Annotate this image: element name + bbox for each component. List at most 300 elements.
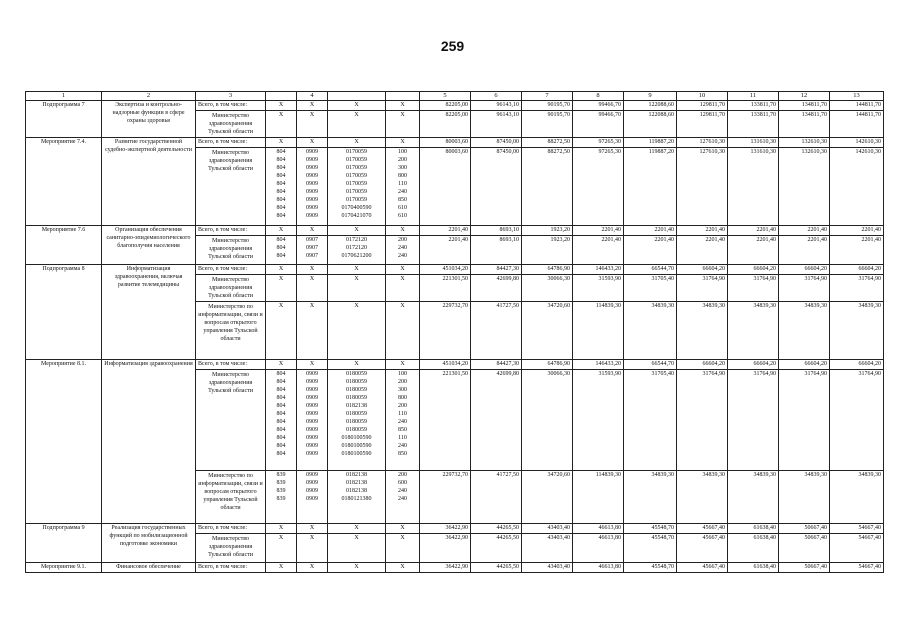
amount-cell: 34839,30 <box>728 471 779 524</box>
amount-cell: 31593,90 <box>573 370 624 471</box>
program-kind: Мероприятие 9.1. <box>26 563 102 573</box>
department-label <box>196 111 266 138</box>
amount-cell: 90195,70 <box>522 101 573 111</box>
budget-code: X <box>278 102 284 108</box>
budget-code: 0180059 <box>346 371 367 377</box>
amount-cell: 2201,40 <box>573 226 624 236</box>
budget-code: 0180059 <box>346 411 367 417</box>
budget-code: 0909 <box>306 181 318 187</box>
row-label-text: Всего, в том числе: <box>198 102 247 108</box>
amount-cell: 88272,50 <box>522 138 573 148</box>
amount-cell: 66604,20 <box>830 360 884 370</box>
budget-code-cell <box>386 138 420 148</box>
amount-cell: 8693,10 <box>471 226 522 236</box>
budget-code-cell <box>297 524 328 534</box>
budget-code: 0909 <box>306 480 318 486</box>
amount-cell: 54667,40 <box>830 534 884 563</box>
budget-code: 804 <box>276 411 286 417</box>
amount-cell: 66604,20 <box>830 265 884 275</box>
amount-cell: 451034,20 <box>420 360 471 370</box>
department-label <box>196 302 266 360</box>
budget-code: 804 <box>276 371 286 377</box>
budget-code: 839 <box>276 480 286 486</box>
amount-cell: 2201,40 <box>728 236 779 265</box>
amount-cell: 36422,90 <box>420 534 471 563</box>
budget-code: 0182138 <box>346 480 367 486</box>
row-label-text: Министерство по информатизации, связи и вопросам открытого управления Тульской области <box>198 473 263 511</box>
amount-cell: 34839,30 <box>677 471 728 524</box>
budget-code-cell <box>328 524 386 534</box>
budget-code-cell <box>386 524 420 534</box>
amount-cell: 66544,70 <box>624 360 677 370</box>
budget-code: X <box>278 535 284 541</box>
budget-code: 0907 <box>306 253 318 259</box>
budget-code-cell <box>266 302 297 360</box>
budget-code: 0909 <box>306 435 318 441</box>
budget-code: 0909 <box>306 496 318 502</box>
budget-code: 0180100590 <box>341 435 372 441</box>
row-label-text: Министерство здравоохранения Тульской области <box>208 113 253 135</box>
budget-code-cell <box>266 471 297 524</box>
amount-cell: 64786,90 <box>522 360 573 370</box>
amount-cell: 129811,70 <box>677 111 728 138</box>
total-label <box>196 138 266 148</box>
budget-code-cell <box>266 370 297 471</box>
amount-cell: 8693,10 <box>471 236 522 265</box>
budget-code: 0170059 <box>346 165 367 171</box>
row-label-text: Министерство здравоохранения Тульской области <box>208 238 253 260</box>
budget-code: 850 <box>398 197 407 203</box>
budget-code: 804 <box>276 403 286 409</box>
budget-code: 0909 <box>306 213 318 219</box>
budget-code-cell <box>328 111 386 138</box>
page-number: 259 <box>440 38 465 54</box>
budget-code-cell <box>266 265 297 275</box>
budget-code: 804 <box>276 419 286 425</box>
budget-code-cell <box>266 148 297 226</box>
program-title: Информатизация здравоохранения <box>102 360 196 524</box>
budget-code: X <box>400 535 405 541</box>
budget-code: 0909 <box>306 157 318 163</box>
budget-code: 300 <box>398 165 407 171</box>
budget-code: 0909 <box>306 403 318 409</box>
amount-cell: 97265,30 <box>573 148 624 226</box>
amount-cell: 2201,40 <box>624 236 677 265</box>
program-title: Информатизация здравоохранения, включая развитие телемедицины <box>102 265 196 360</box>
budget-code-cell <box>386 370 420 471</box>
column-number-row <box>26 92 884 101</box>
department-label <box>196 275 266 302</box>
budget-code-cell <box>297 226 328 236</box>
budget-code: 0182138 <box>346 488 367 494</box>
program-title: Организация обеспечения санитарно-эпидемиологического благополучия населения <box>102 226 196 265</box>
amount-cell: 99466,70 <box>573 111 624 138</box>
budget-code: 804 <box>276 451 286 457</box>
amount-cell: 80003,60 <box>420 148 471 226</box>
budget-code: 0170421070 <box>341 213 372 219</box>
amount-cell: 82205,00 <box>420 101 471 111</box>
budget-code: 0909 <box>306 411 318 417</box>
budget-code-cell <box>297 138 328 148</box>
amount-cell: 42699,80 <box>471 370 522 471</box>
budget-code: 839 <box>276 488 286 494</box>
budget-code: X <box>278 303 284 309</box>
budget-code: 804 <box>276 173 286 179</box>
amount-cell: 46613,80 <box>573 563 624 573</box>
column-number: 9 <box>624 92 677 101</box>
amount-cell: 66604,20 <box>728 265 779 275</box>
amount-cell: 31764,90 <box>779 275 830 302</box>
budget-code: X <box>309 525 315 531</box>
budget-code: X <box>354 139 359 145</box>
total-row <box>26 524 884 534</box>
budget-code: 0909 <box>306 427 318 433</box>
budget-code-cell <box>386 148 420 226</box>
amount-cell: 134811,70 <box>779 111 830 138</box>
amount-cell: 146433,20 <box>573 265 624 275</box>
budget-code: 610 <box>398 205 407 211</box>
amount-cell: 43403,40 <box>522 563 573 573</box>
total-label <box>196 226 266 236</box>
amount-cell: 96143,10 <box>471 111 522 138</box>
column-number: 5 <box>420 92 471 101</box>
amount-cell: 133811,70 <box>728 111 779 138</box>
amount-cell: 31705,40 <box>624 370 677 471</box>
budget-code: 804 <box>276 149 286 155</box>
department-label <box>196 471 266 524</box>
amount-cell: 43403,40 <box>522 524 573 534</box>
row-label-text: Всего, в том числе: <box>198 139 247 145</box>
budget-code: 804 <box>276 245 286 251</box>
amount-cell: 84427,30 <box>471 265 522 275</box>
budget-code-cell <box>328 148 386 226</box>
program-kind: Мероприятие 7.6 <box>26 226 102 265</box>
amount-cell: 45548,70 <box>624 534 677 563</box>
budget-code-cell <box>328 226 386 236</box>
column-number: 11 <box>728 92 779 101</box>
row-label-text: Министерство здравоохранения Тульской области <box>208 536 253 558</box>
column-number: 2 <box>102 92 196 101</box>
budget-code: 0172120 <box>346 245 367 251</box>
budget-code: 0180121380 <box>341 496 372 502</box>
amount-cell: 221301,50 <box>420 370 471 471</box>
column-number: 10 <box>677 92 728 101</box>
budget-code-cell <box>266 111 297 138</box>
department-label <box>196 148 266 226</box>
budget-code-cell <box>328 370 386 471</box>
total-label <box>196 360 266 370</box>
budget-code: 804 <box>276 157 286 163</box>
amount-cell: 45548,70 <box>624 563 677 573</box>
program-kind: Подпрограмма 7 <box>26 101 102 138</box>
budget-code: X <box>309 266 315 272</box>
amount-cell: 144811,70 <box>830 111 884 138</box>
budget-code: 0182138 <box>346 472 367 478</box>
budget-code: X <box>278 276 284 282</box>
column-number: 6 <box>471 92 522 101</box>
amount-cell: 87450,00 <box>471 138 522 148</box>
budget-table-body <box>26 92 884 573</box>
total-label <box>196 563 266 573</box>
amount-cell: 129811,70 <box>677 101 728 111</box>
amount-cell: 61638,40 <box>728 524 779 534</box>
column-number: 12 <box>779 92 830 101</box>
program-title: Развитие государственной судебно-экспертной деятельности <box>102 138 196 226</box>
budget-code: 0180100590 <box>341 443 372 449</box>
budget-code: X <box>354 227 359 233</box>
budget-code: 804 <box>276 237 286 243</box>
row-label-text: Всего, в том числе: <box>198 266 247 272</box>
amount-cell: 1923,20 <box>522 236 573 265</box>
amount-cell: 132610,30 <box>779 148 830 226</box>
budget-code: X <box>354 535 359 541</box>
amount-cell: 82205,00 <box>420 111 471 138</box>
amount-cell: 131610,30 <box>728 138 779 148</box>
budget-code: 0180059 <box>346 387 367 393</box>
budget-code: 0909 <box>306 173 318 179</box>
budget-code: 0170059 <box>346 173 367 179</box>
budget-code: 839 <box>276 496 286 502</box>
budget-code: 800 <box>398 173 407 179</box>
amount-cell: 122088,60 <box>624 111 677 138</box>
budget-code: 0909 <box>306 419 318 425</box>
amount-cell: 146433,20 <box>573 360 624 370</box>
department-label <box>196 236 266 265</box>
budget-code-cell <box>297 236 328 265</box>
amount-cell: 41727,50 <box>471 302 522 360</box>
budget-code-cell <box>266 275 297 302</box>
budget-code: 804 <box>276 443 286 449</box>
amount-cell: 2201,40 <box>830 226 884 236</box>
budget-code-cell <box>328 534 386 563</box>
department-label <box>196 370 266 471</box>
amount-cell: 46613,80 <box>573 534 624 563</box>
budget-code-cell <box>266 101 297 111</box>
budget-code: X <box>309 361 315 367</box>
budget-code: 0909 <box>306 451 318 457</box>
amount-cell: 45548,70 <box>624 524 677 534</box>
budget-code: 0170059 <box>346 157 367 163</box>
budget-code: X <box>354 276 359 282</box>
budget-code: 0907 <box>306 237 318 243</box>
amount-cell: 2201,40 <box>728 226 779 236</box>
budget-code-cell <box>328 302 386 360</box>
budget-code: 0909 <box>306 488 318 494</box>
amount-cell: 66604,20 <box>779 360 830 370</box>
budget-code-cell <box>328 265 386 275</box>
amount-cell: 66604,20 <box>728 360 779 370</box>
amount-cell: 61638,40 <box>728 563 779 573</box>
budget-code: 0909 <box>306 165 318 171</box>
budget-code: 0180059 <box>346 427 367 433</box>
budget-code: 0909 <box>306 189 318 195</box>
column-number: 13 <box>830 92 884 101</box>
budget-code-cell <box>297 148 328 226</box>
budget-code-cell <box>297 370 328 471</box>
budget-code: 0180059 <box>346 395 367 401</box>
budget-code-cell <box>297 265 328 275</box>
amount-cell: 229732,70 <box>420 471 471 524</box>
budget-code: 110 <box>398 435 407 441</box>
budget-code: 610 <box>398 213 407 219</box>
budget-code: 804 <box>276 395 286 401</box>
amount-cell: 2201,40 <box>677 226 728 236</box>
amount-cell: 41727,50 <box>471 471 522 524</box>
amount-cell: 114839,30 <box>573 302 624 360</box>
budget-code: 0170059 <box>346 189 367 195</box>
budget-code: 804 <box>276 205 286 211</box>
amount-cell: 34839,30 <box>624 471 677 524</box>
budget-code: 240 <box>398 488 407 494</box>
budget-code: 0170400590 <box>341 205 372 211</box>
budget-code: 240 <box>398 253 407 259</box>
budget-code: 240 <box>398 245 407 251</box>
budget-code: 850 <box>398 451 407 457</box>
budget-code: 0909 <box>306 472 318 478</box>
budget-code: X <box>278 361 284 367</box>
amount-cell: 42699,80 <box>471 275 522 302</box>
row-label-text: Всего, в том числе: <box>198 361 247 367</box>
budget-code-cell <box>328 563 386 573</box>
budget-code-cell <box>386 302 420 360</box>
amount-cell: 31764,90 <box>728 275 779 302</box>
budget-code: X <box>354 266 359 272</box>
amount-cell: 34839,30 <box>728 302 779 360</box>
budget-code: 240 <box>398 496 407 502</box>
budget-code: 804 <box>276 379 286 385</box>
row-label-text: Министерство по информатизации, связи и вопросам открытого управления Тульской области <box>198 304 263 342</box>
budget-code: 0909 <box>306 197 318 203</box>
budget-code: X <box>309 112 315 118</box>
amount-cell: 43403,40 <box>522 534 573 563</box>
amount-cell: 34839,30 <box>779 471 830 524</box>
amount-cell: 34839,30 <box>830 302 884 360</box>
budget-code: X <box>400 564 405 570</box>
amount-cell: 44265,50 <box>471 524 522 534</box>
amount-cell: 142610,30 <box>830 148 884 226</box>
amount-cell: 119887,20 <box>624 148 677 226</box>
amount-cell: 66604,20 <box>677 265 728 275</box>
budget-code: X <box>278 564 284 570</box>
amount-cell: 31764,90 <box>677 370 728 471</box>
budget-code: 804 <box>276 165 286 171</box>
budget-code: X <box>354 112 359 118</box>
total-row <box>26 360 884 370</box>
amount-cell: 45667,40 <box>677 534 728 563</box>
amount-cell: 30066,30 <box>522 370 573 471</box>
budget-code: X <box>354 303 359 309</box>
budget-code: 200 <box>398 403 407 409</box>
budget-code-cell <box>328 236 386 265</box>
budget-code-cell <box>266 226 297 236</box>
budget-code: 0909 <box>306 387 318 393</box>
amount-cell: 31764,90 <box>830 370 884 471</box>
amount-cell: 31764,90 <box>728 370 779 471</box>
budget-code: X <box>278 525 284 531</box>
budget-code-cell <box>386 101 420 111</box>
amount-cell: 31593,90 <box>573 275 624 302</box>
amount-cell: 221301,50 <box>420 275 471 302</box>
amount-cell: 64786,90 <box>522 265 573 275</box>
program-title: Экспертиза и контрольно-надзорные функции в сфере охраны здоровья <box>102 101 196 138</box>
budget-code-cell <box>386 471 420 524</box>
budget-code-cell <box>297 471 328 524</box>
budget-code: X <box>309 139 315 145</box>
budget-code: X <box>278 139 284 145</box>
amount-cell: 133811,70 <box>728 101 779 111</box>
budget-code: X <box>309 303 315 309</box>
amount-cell: 114839,30 <box>573 471 624 524</box>
budget-code: 110 <box>398 181 407 187</box>
budget-code: 804 <box>276 181 286 187</box>
amount-cell: 451034,20 <box>420 265 471 275</box>
budget-code: 200 <box>398 157 407 163</box>
total-row <box>26 101 884 111</box>
amount-cell: 122088,60 <box>624 101 677 111</box>
amount-cell: 31764,90 <box>677 275 728 302</box>
budget-code: X <box>278 227 284 233</box>
budget-code: 0180100590 <box>341 451 372 457</box>
budget-code-cell <box>328 138 386 148</box>
budget-code-cell <box>297 302 328 360</box>
budget-code: 804 <box>276 213 286 219</box>
budget-code: X <box>354 564 359 570</box>
amount-cell: 229732,70 <box>420 302 471 360</box>
budget-code: 240 <box>398 189 407 195</box>
amount-cell: 66544,70 <box>624 265 677 275</box>
budget-code: 804 <box>276 435 286 441</box>
budget-code: X <box>309 102 315 108</box>
budget-code: 804 <box>276 189 286 195</box>
budget-code-cell <box>266 563 297 573</box>
budget-code: 240 <box>398 443 407 449</box>
budget-code: X <box>400 276 405 282</box>
amount-cell: 31705,40 <box>624 275 677 302</box>
budget-code: X <box>400 525 405 531</box>
budget-code: 110 <box>398 411 407 417</box>
column-number: 1 <box>26 92 102 101</box>
amount-cell: 131610,30 <box>728 148 779 226</box>
amount-cell: 31764,90 <box>830 275 884 302</box>
amount-cell: 34839,30 <box>779 302 830 360</box>
budget-code: 804 <box>276 387 286 393</box>
budget-code: X <box>278 112 284 118</box>
department-label <box>196 534 266 563</box>
amount-cell: 50667,40 <box>779 534 830 563</box>
column-number <box>386 92 420 101</box>
budget-code: 0909 <box>306 379 318 385</box>
budget-code: 0170059 <box>346 197 367 203</box>
budget-code: 0182138 <box>346 403 367 409</box>
amount-cell: 34839,30 <box>677 302 728 360</box>
amount-cell: 44265,50 <box>471 563 522 573</box>
amount-cell: 61638,40 <box>728 534 779 563</box>
budget-code: 0909 <box>306 205 318 211</box>
amount-cell: 90195,70 <box>522 111 573 138</box>
program-title: Реализация государственных функций по мобилизационной подготовке экономики <box>102 524 196 563</box>
row-label-text: Всего, в том числе: <box>198 227 247 233</box>
amount-cell: 2201,40 <box>830 236 884 265</box>
budget-code: X <box>309 227 315 233</box>
budget-table <box>25 91 884 573</box>
total-row <box>26 138 884 148</box>
budget-code: X <box>400 139 405 145</box>
budget-code-cell <box>297 534 328 563</box>
amount-cell: 30066,30 <box>522 275 573 302</box>
row-label-text: Министерство здравоохранения Тульской области <box>208 372 253 394</box>
budget-code-cell <box>266 360 297 370</box>
amount-cell: 50667,40 <box>779 563 830 573</box>
